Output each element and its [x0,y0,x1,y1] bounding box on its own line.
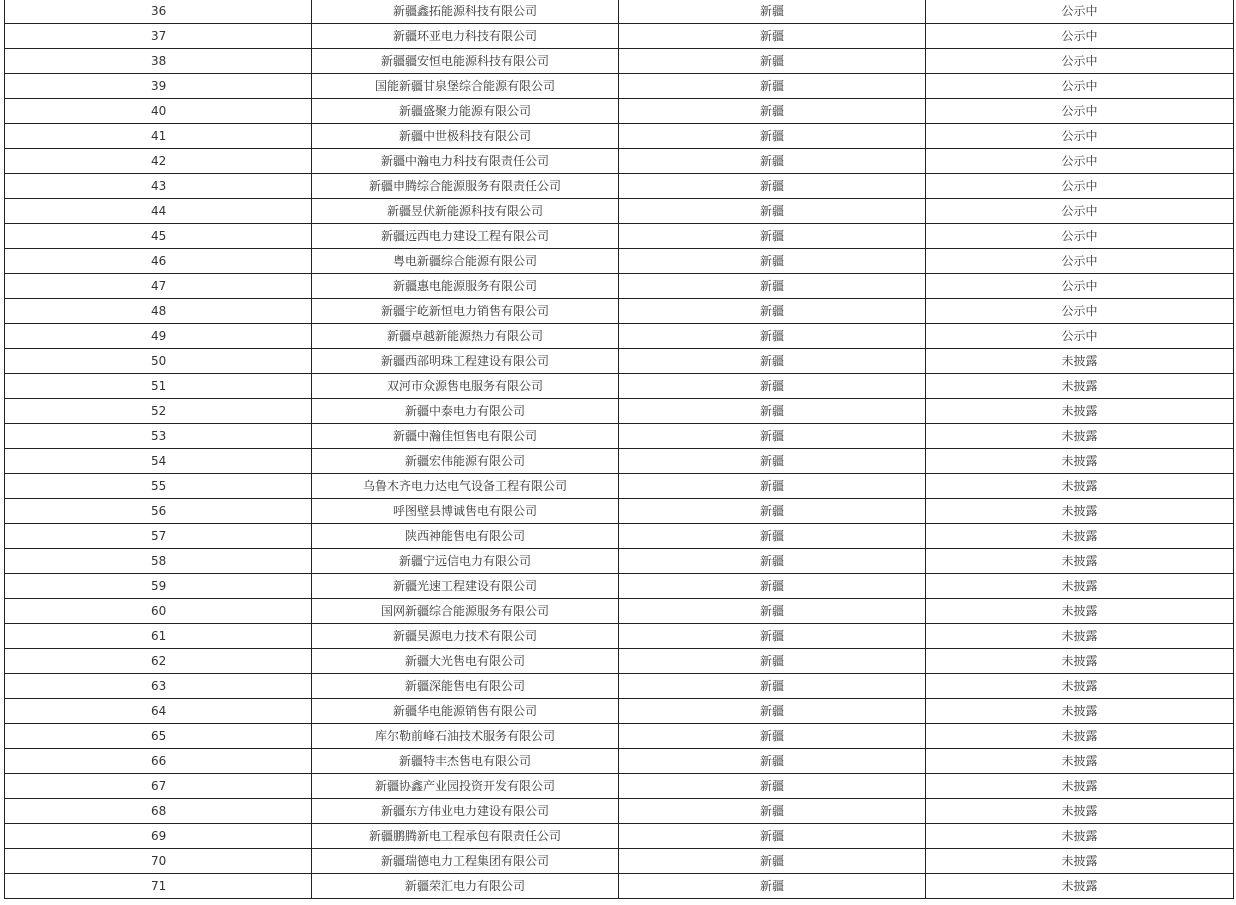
company-name-cell: 呼图壁县博诚售电有限公司 [312,499,619,524]
region-cell: 新疆 [619,724,926,749]
status-cell: 未披露 [926,649,1234,674]
table-row [5,299,1234,324]
status-cell: 未披露 [926,824,1234,849]
row-number-cell: 59 [5,574,312,599]
table-row [5,624,1234,649]
table-row [5,499,1234,524]
row-number-cell: 71 [5,874,312,899]
company-name-cell: 新疆深能售电有限公司 [312,674,619,699]
company-name-cell: 双河市众源售电服务有限公司 [312,374,619,399]
status-cell: 未披露 [926,799,1234,824]
region-cell: 新疆 [619,74,926,99]
region-cell: 新疆 [619,349,926,374]
company-name-cell: 新疆大光售电有限公司 [312,649,619,674]
company-name-cell: 新疆西部明珠工程建设有限公司 [312,349,619,374]
row-number-cell: 40 [5,99,312,124]
company-name-cell: 新疆瑞德电力工程集团有限公司 [312,849,619,874]
row-number-cell: 51 [5,374,312,399]
region-cell: 新疆 [619,799,926,824]
region-cell: 新疆 [619,474,926,499]
table-row [5,474,1234,499]
company-name-cell: 新疆中泰电力有限公司 [312,399,619,424]
table-row [5,49,1234,74]
company-name-cell: 新疆中世极科技有限公司 [312,124,619,149]
status-cell: 公示中 [926,74,1234,99]
region-cell: 新疆 [619,699,926,724]
table-row [5,124,1234,149]
company-name-cell: 新疆远西电力建设工程有限公司 [312,224,619,249]
region-cell: 新疆 [619,749,926,774]
row-number-cell: 46 [5,249,312,274]
row-number-cell: 50 [5,349,312,374]
company-name-cell: 新疆鑫拓能源科技有限公司 [312,0,619,24]
region-cell: 新疆 [619,149,926,174]
company-name-cell: 新疆疆安恒电能源科技有限公司 [312,49,619,74]
region-cell: 新疆 [619,824,926,849]
row-number-cell: 52 [5,399,312,424]
region-cell: 新疆 [619,599,926,624]
company-name-cell: 新疆鹏腾新电工程承包有限责任公司 [312,824,619,849]
status-cell: 公示中 [926,249,1234,274]
table-row [5,449,1234,474]
status-cell: 未披露 [926,874,1234,899]
company-name-cell: 陕西神能售电有限公司 [312,524,619,549]
status-cell: 公示中 [926,324,1234,349]
region-cell: 新疆 [619,99,926,124]
region-cell: 新疆 [619,549,926,574]
region-cell: 新疆 [619,274,926,299]
table-row [5,824,1234,849]
row-number-cell: 56 [5,499,312,524]
company-name-cell: 新疆申腾综合能源服务有限责任公司 [312,174,619,199]
table-row [5,74,1234,99]
row-number-cell: 41 [5,124,312,149]
company-name-cell: 新疆中瀚佳恒售电有限公司 [312,424,619,449]
row-number-cell: 39 [5,74,312,99]
table-row [5,849,1234,874]
company-name-cell: 新疆中瀚电力科技有限责任公司 [312,149,619,174]
bottom-edge [0,901,1236,905]
row-number-cell: 61 [5,624,312,649]
table-row [5,724,1234,749]
table-row [5,99,1234,124]
status-cell: 未披露 [926,749,1234,774]
row-number-cell: 47 [5,274,312,299]
status-cell: 未披露 [926,674,1234,699]
row-number-cell: 37 [5,24,312,49]
table-row [5,774,1234,799]
table-row [5,249,1234,274]
table-row [5,649,1234,674]
status-cell: 未披露 [926,574,1234,599]
company-name-cell: 新疆环亚电力科技有限公司 [312,24,619,49]
status-cell: 未披露 [926,849,1234,874]
region-cell: 新疆 [619,224,926,249]
company-table-body [5,0,1234,899]
table-row [5,399,1234,424]
region-cell: 新疆 [619,324,926,349]
status-cell: 未披露 [926,774,1234,799]
row-number-cell: 38 [5,49,312,74]
table-row [5,274,1234,299]
company-name-cell: 新疆惠电能源服务有限公司 [312,274,619,299]
row-number-cell: 36 [5,0,312,24]
row-number-cell: 62 [5,649,312,674]
region-cell: 新疆 [619,849,926,874]
region-cell: 新疆 [619,649,926,674]
region-cell: 新疆 [619,199,926,224]
company-name-cell: 新疆宁远信电力有限公司 [312,549,619,574]
status-cell: 公示中 [926,199,1234,224]
company-name-cell: 新疆宇屹新恒电力销售有限公司 [312,299,619,324]
row-number-cell: 53 [5,424,312,449]
table-row [5,599,1234,624]
region-cell: 新疆 [619,174,926,199]
row-number-cell: 60 [5,599,312,624]
status-cell: 公示中 [926,24,1234,49]
table-row [5,199,1234,224]
status-cell: 公示中 [926,274,1234,299]
company-name-cell: 新疆卓越新能源热力有限公司 [312,324,619,349]
region-cell: 新疆 [619,49,926,74]
region-cell: 新疆 [619,0,926,24]
status-cell: 公示中 [926,149,1234,174]
table-row [5,174,1234,199]
table-row [5,224,1234,249]
table-row [5,149,1234,174]
status-cell: 公示中 [926,174,1234,199]
region-cell: 新疆 [619,449,926,474]
status-cell: 公示中 [926,0,1234,24]
region-cell: 新疆 [619,524,926,549]
region-cell: 新疆 [619,374,926,399]
status-cell: 未披露 [926,499,1234,524]
table-row [5,374,1234,399]
status-cell: 未披露 [926,549,1234,574]
table-row [5,749,1234,774]
company-table-container [4,0,1233,899]
row-number-cell: 48 [5,299,312,324]
company-table [4,0,1234,899]
table-row [5,0,1234,24]
company-name-cell: 新疆宏伟能源有限公司 [312,449,619,474]
status-cell: 未披露 [926,424,1234,449]
table-row [5,874,1234,899]
row-number-cell: 67 [5,774,312,799]
table-row [5,324,1234,349]
row-number-cell: 69 [5,824,312,849]
company-name-cell: 新疆华电能源销售有限公司 [312,699,619,724]
company-name-cell: 新疆东方伟业电力建设有限公司 [312,799,619,824]
region-cell: 新疆 [619,299,926,324]
row-number-cell: 63 [5,674,312,699]
company-name-cell: 新疆特丰杰售电有限公司 [312,749,619,774]
status-cell: 未披露 [926,449,1234,474]
table-row [5,549,1234,574]
region-cell: 新疆 [619,399,926,424]
row-number-cell: 45 [5,224,312,249]
company-name-cell: 粤电新疆综合能源有限公司 [312,249,619,274]
table-row [5,524,1234,549]
table-row [5,699,1234,724]
company-name-cell: 新疆光速工程建设有限公司 [312,574,619,599]
table-row [5,349,1234,374]
row-number-cell: 64 [5,699,312,724]
row-number-cell: 54 [5,449,312,474]
table-row [5,574,1234,599]
region-cell: 新疆 [619,774,926,799]
company-name-cell: 新疆荣汇电力有限公司 [312,874,619,899]
company-name-cell: 新疆昊源电力技术有限公司 [312,624,619,649]
status-cell: 公示中 [926,99,1234,124]
table-row [5,24,1234,49]
status-cell: 未披露 [926,399,1234,424]
status-cell: 公示中 [926,49,1234,74]
region-cell: 新疆 [619,124,926,149]
table-row [5,674,1234,699]
status-cell: 未披露 [926,374,1234,399]
row-number-cell: 55 [5,474,312,499]
region-cell: 新疆 [619,874,926,899]
status-cell: 公示中 [926,124,1234,149]
row-number-cell: 68 [5,799,312,824]
row-number-cell: 42 [5,149,312,174]
company-name-cell: 国网新疆综合能源服务有限公司 [312,599,619,624]
region-cell: 新疆 [619,574,926,599]
table-row [5,799,1234,824]
row-number-cell: 44 [5,199,312,224]
status-cell: 未披露 [926,699,1234,724]
row-number-cell: 49 [5,324,312,349]
status-cell: 公示中 [926,299,1234,324]
company-name-cell: 国能新疆甘泉堡综合能源有限公司 [312,74,619,99]
status-cell: 未披露 [926,599,1234,624]
status-cell: 公示中 [926,224,1234,249]
table-row [5,424,1234,449]
region-cell: 新疆 [619,249,926,274]
status-cell: 未披露 [926,474,1234,499]
region-cell: 新疆 [619,624,926,649]
company-name-cell: 新疆协鑫产业园投资开发有限公司 [312,774,619,799]
row-number-cell: 58 [5,549,312,574]
region-cell: 新疆 [619,674,926,699]
status-cell: 未披露 [926,724,1234,749]
status-cell: 未披露 [926,524,1234,549]
company-name-cell: 库尔勒前峰石油技术服务有限公司 [312,724,619,749]
row-number-cell: 70 [5,849,312,874]
row-number-cell: 57 [5,524,312,549]
status-cell: 未披露 [926,349,1234,374]
region-cell: 新疆 [619,424,926,449]
company-name-cell: 乌鲁木齐电力达电气设备工程有限公司 [312,474,619,499]
status-cell: 未披露 [926,624,1234,649]
row-number-cell: 43 [5,174,312,199]
company-name-cell: 新疆盛聚力能源有限公司 [312,99,619,124]
company-name-cell: 新疆昱伏新能源科技有限公司 [312,199,619,224]
region-cell: 新疆 [619,24,926,49]
row-number-cell: 66 [5,749,312,774]
region-cell: 新疆 [619,499,926,524]
row-number-cell: 65 [5,724,312,749]
